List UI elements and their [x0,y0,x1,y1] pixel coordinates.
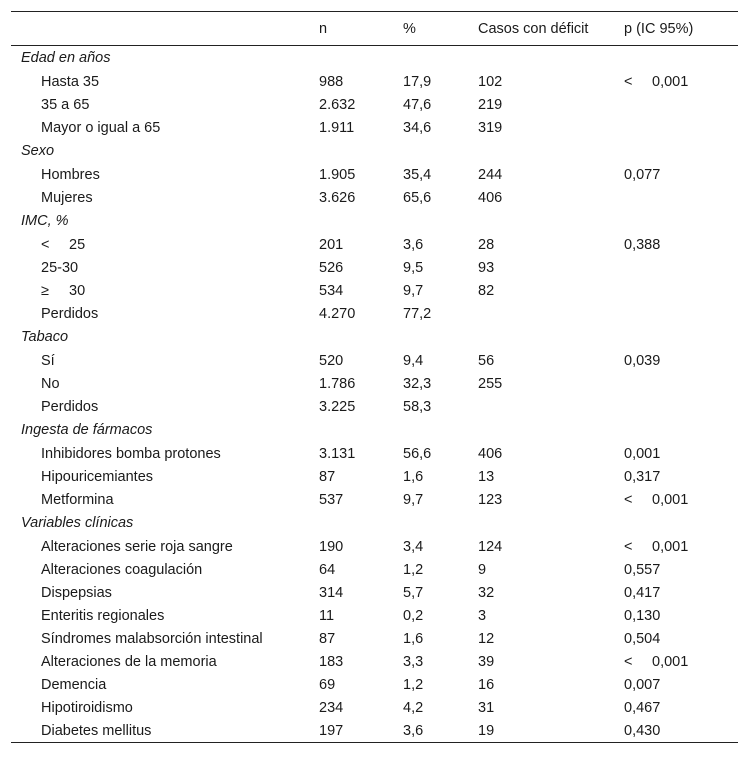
cell-n: 234 [319,699,344,716]
cell-percent: 1,6 [403,468,424,485]
cell-p-value [624,302,738,325]
row-label: Inhibidores bomba protones [41,445,221,462]
cell-percent: 3,6 [403,236,424,253]
cell-p-value: 0,007 [624,676,661,693]
cell-cases: 39 [478,653,495,670]
cell-percent: 3,4 [403,538,424,555]
cell-percent: 9,7 [403,282,424,299]
cell-n: 11 [319,607,335,624]
table-row [11,372,738,395]
table-row [11,233,738,256]
data-table [11,11,738,743]
cell-n: 69 [319,676,336,693]
cell-p-value [624,116,738,139]
cell-n: 1.911 [319,119,355,136]
row-label: Síndromes malabsorción intestinal [41,630,263,647]
cell-percent: 34,6 [403,119,432,136]
table-row [11,186,738,209]
cell-percent: 77,2 [403,305,432,322]
cell-p-value: 0,039 [624,352,661,369]
section-title: Ingesta de fármacos [21,422,153,438]
table-body [11,46,738,743]
section-row [11,209,738,233]
cell-percent: 9,5 [403,259,424,276]
cell-p-value [624,256,738,279]
table-row [11,279,738,302]
row-label: Perdidos [41,398,99,415]
cell-p-value: < 0,001 [624,538,689,555]
section-title: IMC, % [21,213,69,229]
table-row [11,581,738,604]
table-row [11,93,738,116]
cell-cases: 82 [478,282,495,299]
cell-n: 3.131 [319,445,356,462]
cell-p-value: 0,130 [624,607,661,624]
cell-cases: 28 [478,236,495,253]
cell-cases: 219 [478,96,503,113]
cell-p-value: 0,317 [624,468,661,485]
cell-n: 1.905 [319,166,356,183]
row-label: 35 a 65 [41,96,90,113]
cell-n: 87 [319,468,336,485]
row-label: No [41,375,60,392]
row-label: Sí [41,352,55,369]
table-row [11,70,738,93]
cell-n: 183 [319,653,344,670]
header-label [11,12,319,46]
data-table-container [11,11,738,743]
header-cases: Casos con déficit [478,20,589,37]
row-label: Hombres [41,166,100,183]
table-row [11,349,738,372]
cell-cases: 123 [478,491,503,508]
section-title: Sexo [21,143,55,159]
table-row [11,673,738,696]
row-label: Hipouricemiantes [41,468,154,485]
cell-cases: 19 [478,722,495,739]
cell-p-value [624,186,738,209]
cell-percent: 35,4 [403,166,432,183]
cell-p-value: 0,467 [624,699,661,716]
table-row [11,604,738,627]
cell-percent: 17,9 [403,73,432,90]
row-label: Demencia [41,676,107,693]
cell-percent: 32,3 [403,375,432,392]
row-label: Alteraciones de la memoria [41,653,217,670]
cell-p-value [624,372,738,395]
cell-p-value [624,93,738,116]
cell-p-value: < 0,001 [624,73,689,90]
cell-cases [478,395,624,418]
header-row [11,12,738,46]
table-row [11,395,738,418]
row-label: Dispepsias [41,584,112,601]
row-label: Alteraciones coagulación [41,561,203,578]
cell-cases: 93 [478,259,495,276]
cell-n: 87 [319,630,336,647]
table-row [11,442,738,465]
cell-percent: 65,6 [403,189,432,206]
row-label: < 25 [41,236,86,253]
cell-percent: 4,2 [403,699,424,716]
table-row [11,465,738,488]
table-row [11,719,738,743]
cell-n: 3.225 [319,398,356,415]
cell-p-value: 0,557 [624,561,661,578]
cell-cases: 124 [478,538,503,555]
cell-p-value: 0,430 [624,722,661,739]
cell-n: 520 [319,352,344,369]
cell-percent: 9,7 [403,491,424,508]
cell-n: 1.786 [319,375,356,392]
cell-percent: 1,6 [403,630,424,647]
cell-n: 534 [319,282,344,299]
table-row [11,256,738,279]
cell-p-value: < 0,001 [624,491,689,508]
cell-n: 201 [319,236,344,253]
cell-cases: 244 [478,166,503,183]
cell-percent: 47,6 [403,96,432,113]
table-row [11,627,738,650]
row-label: Enteritis regionales [41,607,165,624]
cell-percent: 58,3 [403,398,432,415]
cell-n: 2.632 [319,96,356,113]
cell-cases: 32 [478,584,495,601]
cell-p-value: 0,417 [624,584,661,601]
row-label: Alteraciones serie roja sangre [41,538,233,555]
section-title: Edad en años [21,50,111,66]
table-row [11,696,738,719]
cell-n: 4.270 [319,305,356,322]
section-row [11,46,738,71]
cell-n: 190 [319,538,344,555]
cell-n: 988 [319,73,344,90]
section-row [11,418,738,442]
row-label: Mayor o igual a 65 [41,119,161,136]
table-row [11,558,738,581]
cell-percent: 9,4 [403,352,424,369]
section-title: Variables clínicas [21,515,134,531]
table-header [11,12,738,46]
cell-cases: 9 [478,561,487,578]
row-label: Metformina [41,491,114,508]
cell-p-value: 0,077 [624,166,661,183]
table-row [11,163,738,186]
cell-percent: 1,2 [403,561,424,578]
header-p-value: p (IC 95%) [624,20,694,37]
section-row [11,511,738,535]
table-row [11,302,738,325]
row-label: Diabetes mellitus [41,722,152,739]
cell-cases: 12 [478,630,495,647]
table-row [11,535,738,558]
row-label: Perdidos [41,305,99,322]
section-row [11,325,738,349]
cell-cases: 255 [478,375,503,392]
cell-cases: 406 [478,445,503,462]
row-label: 25-30 [41,259,79,276]
cell-percent: 56,6 [403,445,432,462]
cell-n: 64 [319,561,336,578]
cell-cases: 56 [478,352,495,369]
section-row [11,139,738,163]
cell-cases: 102 [478,73,503,90]
cell-n: 3.626 [319,189,356,206]
cell-p-value: 0,388 [624,236,661,253]
cell-percent: 3,3 [403,653,424,670]
header-percent: % [403,20,416,37]
cell-cases: 16 [478,676,495,693]
section-title: Tabaco [21,329,69,345]
cell-p-value [624,279,738,302]
row-label: Hasta 35 [41,73,100,90]
cell-cases [478,302,624,325]
cell-n: 197 [319,722,344,739]
table-row [11,488,738,511]
cell-cases: 3 [478,607,487,624]
cell-percent: 5,7 [403,584,424,601]
cell-n: 314 [319,584,344,601]
cell-percent: 3,6 [403,722,424,739]
cell-percent: 1,2 [403,676,424,693]
row-label: ≥ 30 [41,282,86,299]
cell-p-value [624,395,738,418]
table-row [11,650,738,673]
cell-cases: 319 [478,119,503,136]
cell-cases: 13 [478,468,495,485]
row-label: Mujeres [41,189,93,206]
row-label: Hipotiroidismo [41,699,133,716]
cell-n: 526 [319,259,344,276]
cell-cases: 31 [478,699,495,716]
header-n: n [319,20,328,37]
cell-cases: 406 [478,189,503,206]
table-row [11,116,738,139]
cell-percent: 0,2 [403,607,424,624]
cell-p-value: 0,001 [624,445,661,462]
cell-p-value: 0,504 [624,630,661,647]
cell-p-value: < 0,001 [624,653,689,670]
cell-n: 537 [319,491,344,508]
